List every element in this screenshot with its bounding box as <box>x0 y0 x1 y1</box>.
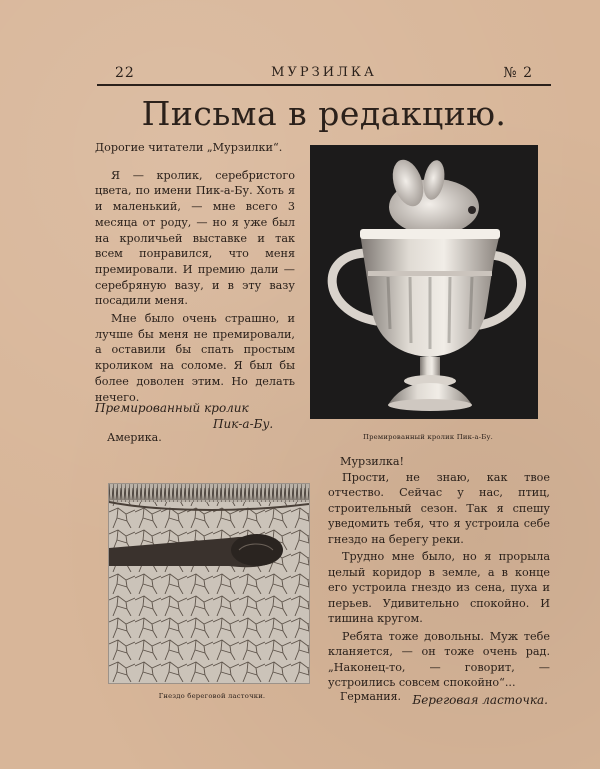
swallow-letter-origin: Германия. <box>340 690 402 703</box>
swallow-letter-greeting: Мурзилка! <box>340 455 405 468</box>
page-header <box>97 62 551 86</box>
rabbit-letter-paragraph: Мне было очень страшно, и лучше бы меня не премировали, а оставили бы спать простым кроликом на соломе. Я был бы более доволен этим. Но делать нечего. <box>95 312 295 404</box>
issue-number: № 2 <box>503 65 533 81</box>
rabbit-letter-paragraph: Я — кролик, серебристого цвета, по имени Пик-а-Бу. Хоть я и маленький, — мне всего 3 месяца от роду, — но я уже был на кроличьей выставке и так всем понравился, что меня премировали. И премию дали — серебряную вазу, и в эту вазу посадили меня. <box>95 168 295 308</box>
page-number: 22 <box>115 65 135 81</box>
rabbit-letter-signature <box>95 400 295 446</box>
rabbit-in-vase-photo <box>310 145 538 419</box>
swallow-letter-signature: Береговая ласточка. <box>412 692 548 707</box>
swallow-letter-paragraph: Прости, не знаю, как твое отчество. Сейчас у нас, птиц, строительный сезон. Так я спешу уведомить тебя, что я устроила себе гнездо на берегу реки. <box>328 470 550 546</box>
magazine-name: МУРЗИЛКА <box>271 65 377 80</box>
swallow-letter-paragraph: Трудно мне было, но я прорыла целый коридор в земле, а в конце его устроила гнездо из сена, пуха и перьев. Удивительно спокойно. И тишина кругом. <box>328 550 550 625</box>
rabbit-letter-greeting: Дорогие читатели „Мурзилки“. <box>95 141 283 154</box>
section-title: Письма в редакцию. <box>141 94 507 133</box>
signature-line-2: Пик-а-Бу. <box>213 417 274 431</box>
photo-caption: Премированный кролик Пик-а-Бу. <box>362 433 494 441</box>
swallow-letter-paragraph: Ребята тоже довольны. Муж тебе кланяется, — он тоже очень рад. „Наконец-то, — говорит, — устроились совсем спокойно“... <box>328 629 550 689</box>
swallow-nest-illustration <box>108 483 310 684</box>
rabbit-vase-illustration <box>310 145 538 419</box>
rabbit-letter <box>95 140 295 405</box>
letter-origin: Америка. <box>107 431 162 444</box>
nest-caption: Гнездо береговой ласточки. <box>158 692 266 700</box>
swallow-letter <box>328 454 550 708</box>
nest-burrow-drawing <box>109 484 309 683</box>
signature-line-1: Премированный кролик <box>95 401 249 415</box>
